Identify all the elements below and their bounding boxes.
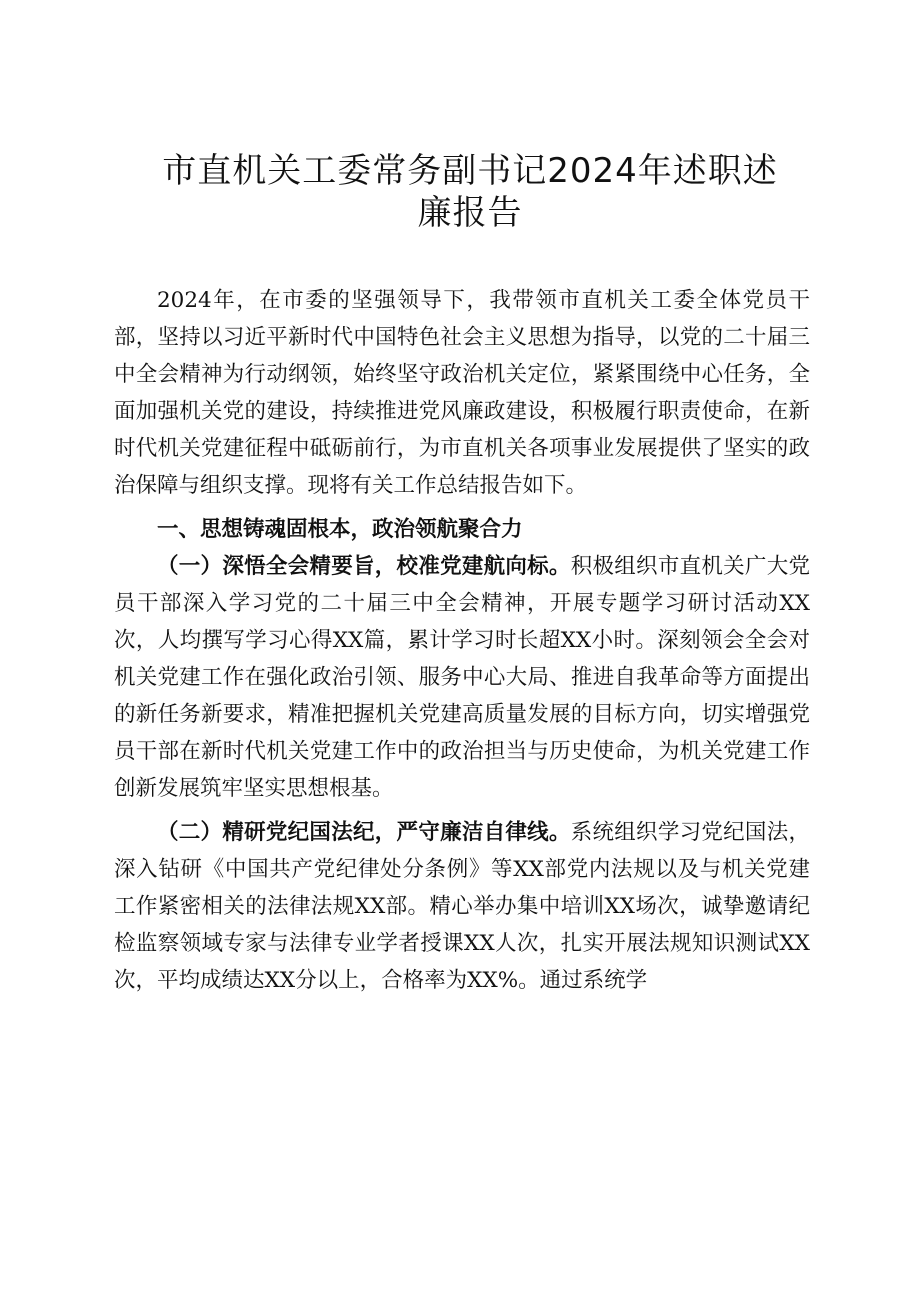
subsection-lead-2: （二）精研党纪国法纪，严守廉洁自律线。 xyxy=(157,820,571,845)
section-heading-1: 一、思想铸魂固根本，政治领航聚合力 xyxy=(157,517,523,542)
document-title: 市直机关工委常务副书记2024年述职述廉报告 xyxy=(162,151,778,233)
subsection-paragraph-1 xyxy=(114,548,810,807)
intro-paragraph: 2024年，在市委的坚强领导下，我带领市直机关工委全体党员干部，坚持以习近平新时代中国特色社会主义思想为指导，以党的二十届三中全会精神为行动纲领，始终坚守政治机关定位，紧紧围绕中心任务，全面加强机关党的建设，持续推进党风廉政建设，积极履行职责使命，在新时代机关党建征程中砥砺前行，为市直机关各项事业发展提供了坚实的政治保障与组织支撑。现将有关工作总结报告如下。 xyxy=(114,288,810,498)
subsection-lead-1: （一）深悟全会精要旨，校准党建航向标。 xyxy=(157,554,571,579)
subsection-text-1: 积极组织市直机关广大党员干部深入学习党的二十届三中全会精神，开展专题学习研讨活动XX次，人均撰写学习心得XX篇，累计学习时长超XX小时。深刻领会全会对机关党建工作在强化政治引领、服务中心大局、推进自我革命等方面提出的新任务新要求，精准把握机关党建高质量发展的目标方向，切实增强党员干部在新时代机关党建工作中的政治担当与历史使命，为机关党建工作创新发展筑牢坚实思想根基。 xyxy=(114,554,810,801)
document-body xyxy=(114,282,810,999)
subsection-text-2: 系统组织学习党纪国法，深入钻研《中国共产党纪律处分条例》等XX部党内法规以及与机关党建工作紧密相关的法律法规XX部。精心举办集中培训XX场次，诚挚邀请纪检监察领域专家与法律专业学者授课XX人次，扎实开展法规知识测试XX次，平均成绩达XX分以上，合格率为XX%。通过系统学 xyxy=(114,820,810,993)
subsection-paragraph-2 xyxy=(114,814,810,999)
